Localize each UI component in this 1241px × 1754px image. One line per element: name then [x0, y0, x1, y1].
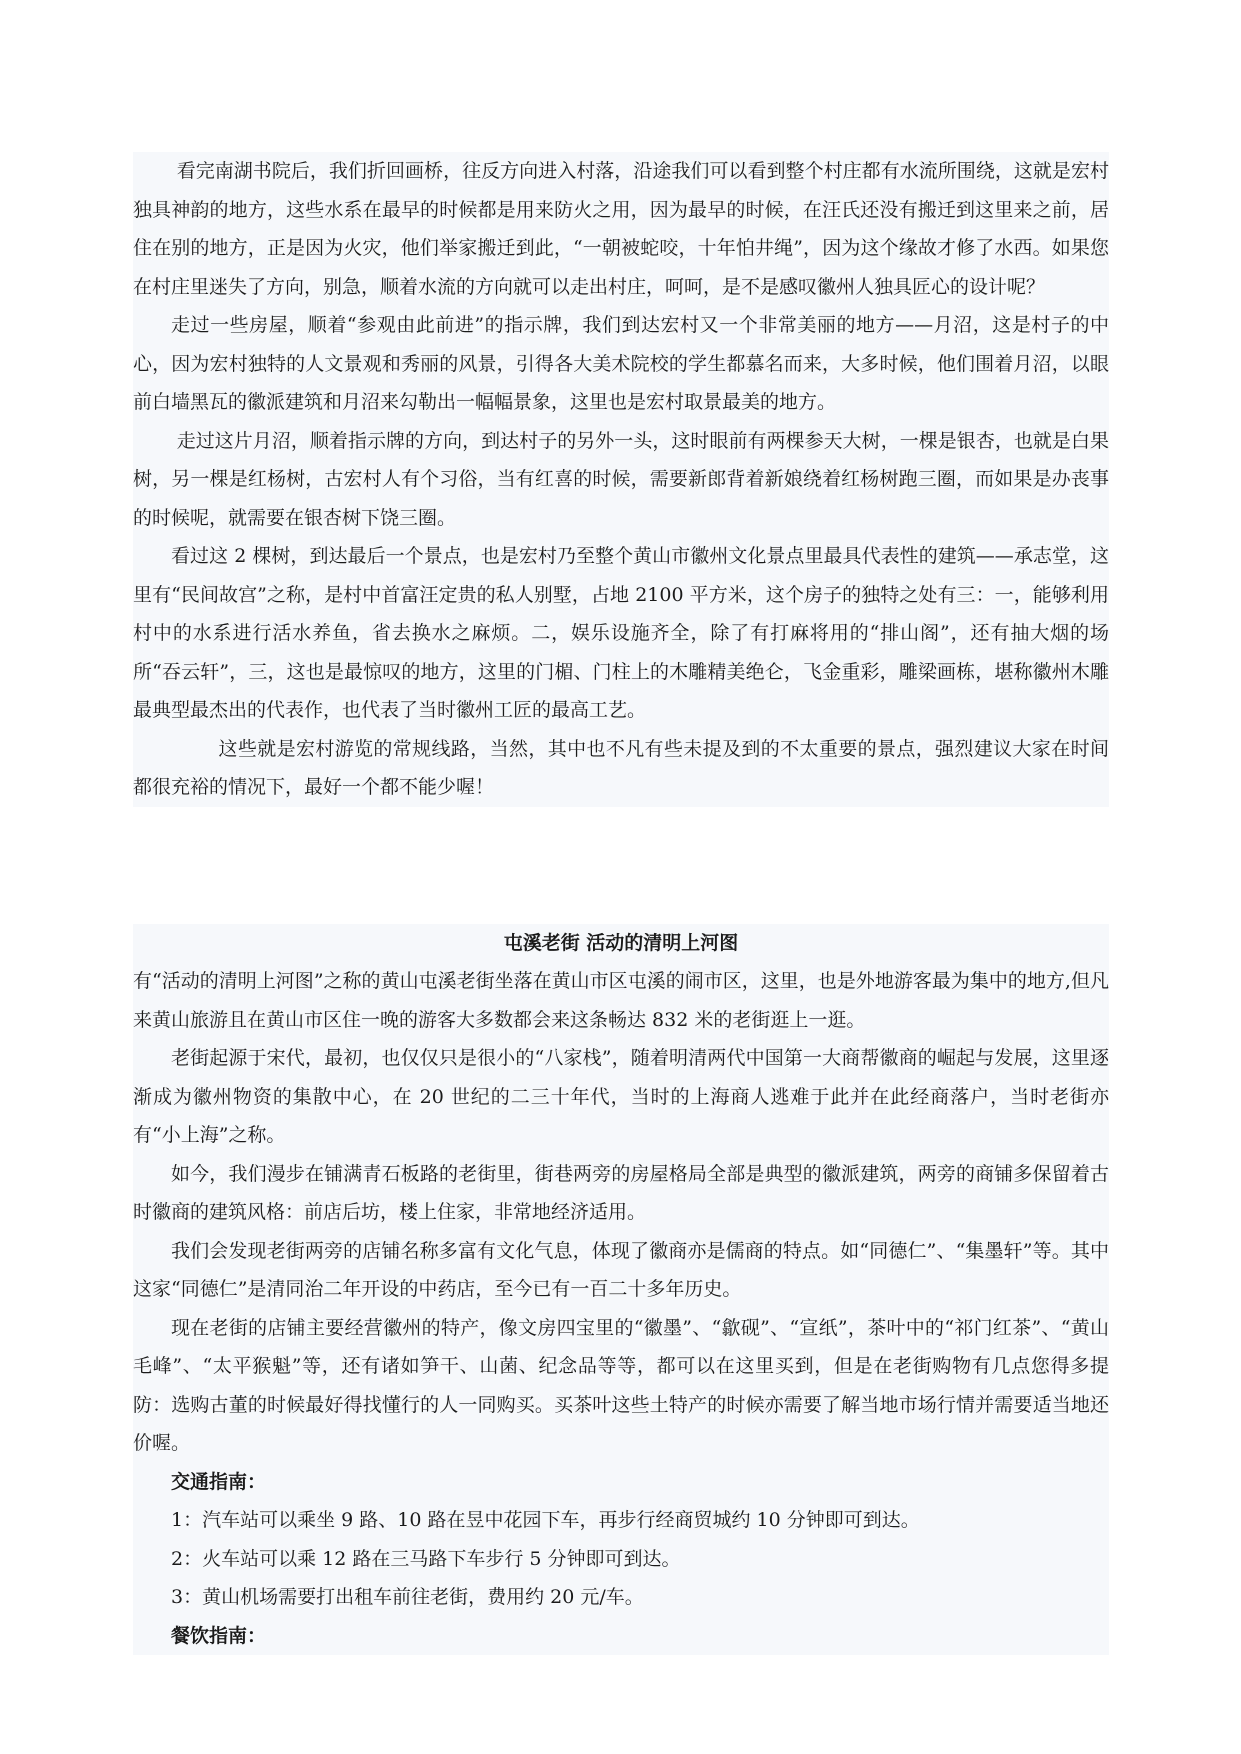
paragraph: 看过这 2 棵树，到达最后一个景点，也是宏村乃至整个黄山市徽州文化景点里最具代表性的建筑——承志堂，这里有“民间故宫”之称，是村中首富汪定贵的私人别墅，占地 2100 平方米，这个房子的独特之处有三：一，能够利用村中的水系进行活水养鱼，省去换水之麻烦。二，娱乐设施齐全，除了有打麻将用的“排山阁”，还有抽大烟的场所“吞云轩”，三，这也是最惊叹的地方，这里的门楣、门柱上的木雕精美绝仑，飞金重彩，雕梁画栋，堪称徽州木雕最典型最杰出的代表作，也代表了当时徽州工匠的最高工艺。 — [133, 545, 1109, 721]
paragraph: 老街起源于宋代，最初，也仅仅只是很小的“八家栈”，随着明清两代中国第一大商帮徽商的崛起与发展，这里逐渐成为徽州物资的集散中心，在 20 世纪的二三十年代，当时的上海商人逃难于此并在此经商落户，当时老街亦有“小上海”之称。 — [133, 1047, 1109, 1146]
paragraph: 我们会发现老街两旁的店铺名称多富有文化气息，体现了徽商亦是儒商的特点。如“同德仁”、“集墨轩”等。其中这家“同德仁”是清同治二年开设的中药店，至今已有一百二十多年历史。 — [133, 1239, 1109, 1300]
tunxi-section — [133, 924, 1109, 1655]
dining-heading: 餐饮指南： — [171, 1624, 267, 1647]
traffic-heading: 交通指南： — [171, 1470, 267, 1493]
traffic-item: 3：黄山机场需要打出租车前往老街，费用约 20 元/车。 — [171, 1586, 644, 1608]
paragraph: 有“活动的清明上河图”之称的黄山屯溪老街坐落在黄山市区屯溪的闹市区，这里，也是外地游客最为集中的地方,但凡来黄山旅游且在黄山市区住一晚的游客大多数都会来这条畅达 832 米的老街逛上一逛。 — [133, 970, 1109, 1031]
section-title: 屯溪老街 活动的清明上河图 — [503, 932, 739, 954]
traffic-item: 1：汽车站可以乘坐 9 路、10 路在昱中花园下车，再步行经商贸城约 10 分钟即可到达。 — [171, 1509, 920, 1531]
paragraph: 这些就是宏村游览的常规线路，当然，其中也不凡有些未提及到的不太重要的景点，强烈建议大家在时间都很充裕的情况下，最好一个都不能少喔！ — [133, 737, 1109, 798]
paragraph: 如今，我们漫步在铺满青石板路的老街里，街巷两旁的房屋格局全部是典型的徽派建筑，两旁的商铺多保留着古时徽商的建筑风格：前店后坊，楼上住家，非常地经济适用。 — [133, 1162, 1109, 1223]
paragraph: 走过这片月沼，顺着指示牌的方向，到达村子的另外一头，这时眼前有两棵参天大树，一棵是银杏，也就是白果树，另一棵是红杨树，古宏村人有个习俗，当有红喜的时候，需要新郎背着新娘绕着红杨树跑三圈，而如果是办丧事的时候呢，就需要在银杏树下饶三圈。 — [133, 429, 1109, 529]
paragraph: 现在老街的店铺主要经营徽州的特产，像文房四宝里的“徽墨”、“歙砚”、“宣纸”，茶叶中的“祁门红茶”、“黄山毛峰”、“太平猴魁”等，还有诸如笋干、山菌、纪念品等等，都可以在这里买到，但是在老街购物有几点您得多提防：选购古董的时候最好得找懂行的人一同购买。买茶叶这些土特产的时候亦需要了解当地市场行情并需要适当地还价喔。 — [133, 1316, 1109, 1454]
traffic-item: 2：火车站可以乘 12 路在三马路下车步行 5 分钟即可到达。 — [171, 1547, 681, 1570]
paragraph: 看完南湖书院后，我们折回画桥，往反方向进入村落，沿途我们可以看到整个村庄都有水流所围绕，这就是宏村独具神韵的地方，这些水系在最早的时候都是用来防火之用，因为最早的时候，在汪氏还没有搬迁到这里来之前，居住在别的地方，正是因为火灾，他们举家搬迁到此，“一朝被蛇咬，十年怕井绳”，因为这个缘故才修了水西。如果您在村庄里迷失了方向，别急，顺着水流的方向就可以走出村庄，呵呵，是不是感叹徽州人独具匠心的设计呢？ — [133, 160, 1109, 298]
hongcun-section — [133, 152, 1109, 807]
paragraph: 走过一些房屋，顺着“参观由此前进”的指示牌，我们到达宏村又一个非常美丽的地方——月沼，这是村子的中心，因为宏村独特的人文景观和秀丽的风景，引得各大美术院校的学生都慕名而来，大多时候，他们围着月沼，以眼前白墙黑瓦的徽派建筑和月沼来勾勒出一幅幅景象，这里也是宏村取景最美的地方。 — [133, 314, 1109, 413]
